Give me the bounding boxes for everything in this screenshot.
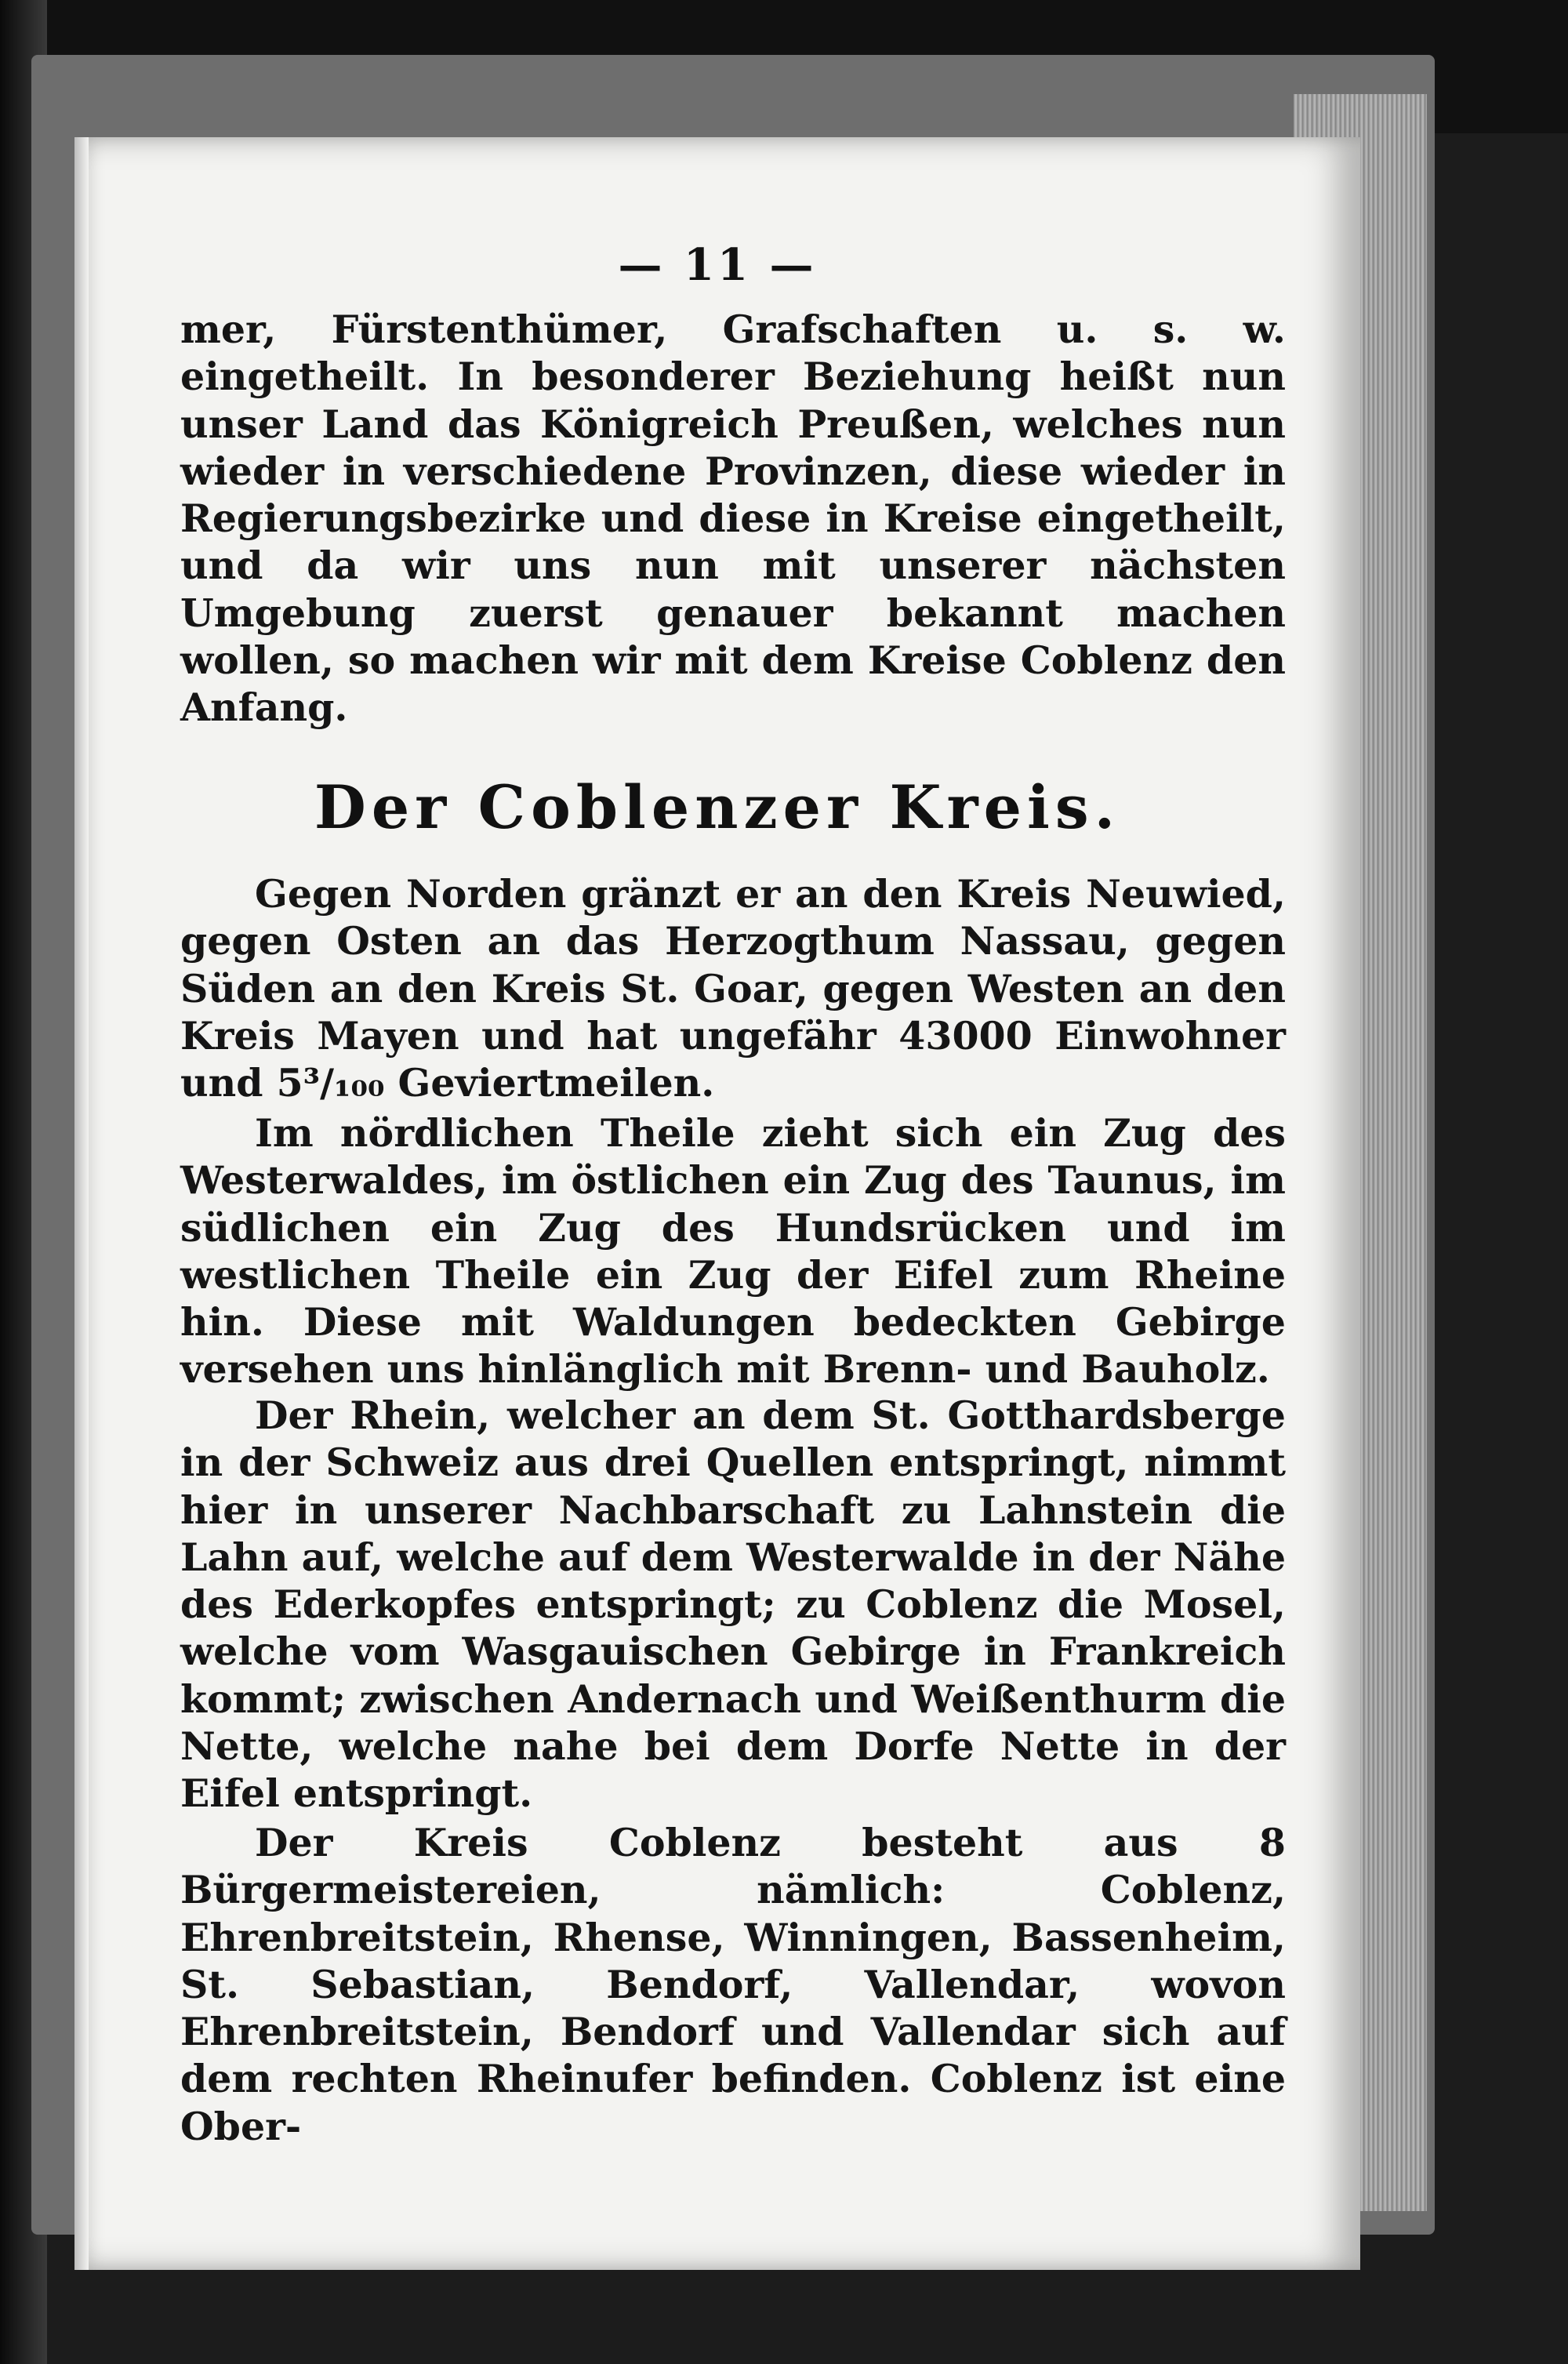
paragraph-text: Der Kreis Coblenz besteht aus 8 Bürgermeistereien, nämlich: Coblenz, Ehrenbreitstein, Rhense, Winningen, Bassenheim, St. Sebastian, Bendorf, Vallendar, wovon Ehrenbreitstein, Bendorf und Vallendar sich auf dem rechten Rheinufer befinden. Coblenz ist eine Ober- [180, 1820, 1286, 2149]
paragraph-text: Der Rhein, welcher an dem St. Gotthardsberge in der Schweiz aus drei Quellen entspringt, nimmt hier in unserer Nachbarschaft zu Lahnstein die Lahn auf, welche auf dem Westerwalde in der Nähe des Ederkopfes entspringt; zu Coblenz die Mosel, welche vom Wasgauischen Gebirge in Frankreich kommt; zwischen Andernach und Weißenthurm die Nette, welche nahe bei dem Dorfe Nette in der Eifel entspringt. [180, 1393, 1286, 1817]
paragraph-mountains [180, 1109, 1286, 1393]
continuation-paragraph [180, 306, 1286, 732]
page-edge [74, 137, 89, 2270]
paragraph-text: Gegen Norden gränzt er an den Kreis Neuwied, gegen Osten an das Herzogthum Nassau, gegen Süden an den Kreis St. Goar, gegen Westen an den Kreis Mayen und hat ungefähr 43000 Einwohner und 5³/₁₀₀ Geviertmeilen. [180, 871, 1286, 1106]
paragraph-text: Im nördlichen Theile zieht sich ein Zug des Westerwaldes, im östlichen ein Zug des Taunus, im südlichen ein Zug des Hundsrücken und im westlichen Theile ein Zug der Eifel zum Rheine hin. Diese mit Waldungen bedeckten Gebirge versehen uns hinlänglich mit Brenn- und Bauholz. [180, 1110, 1286, 1393]
paragraph-districts [180, 1819, 1286, 2150]
paragraph-rivers [180, 1392, 1286, 1817]
book-page [74, 137, 1360, 2270]
paragraph-borders [180, 870, 1286, 1106]
page-number: — 11 — [618, 239, 817, 291]
section-heading: Der Coblenzer Kreis. [314, 772, 1121, 842]
paragraph-text: mer, Fürstenthümer, Grafschaften u. s. w. eingetheilt. In besonderer Beziehung heißt nun unser Land das Königreich Preußen, welches nun wieder in verschiedene Provinzen, diese wieder in Regierungsbezirke und diese in Kreise eingetheilt, und da wir uns nun mit unserer nächsten Umgebung zuerst genauer bekannt machen wollen, so machen wir mit dem Kreise Coblenz den Anfang. [180, 307, 1286, 731]
